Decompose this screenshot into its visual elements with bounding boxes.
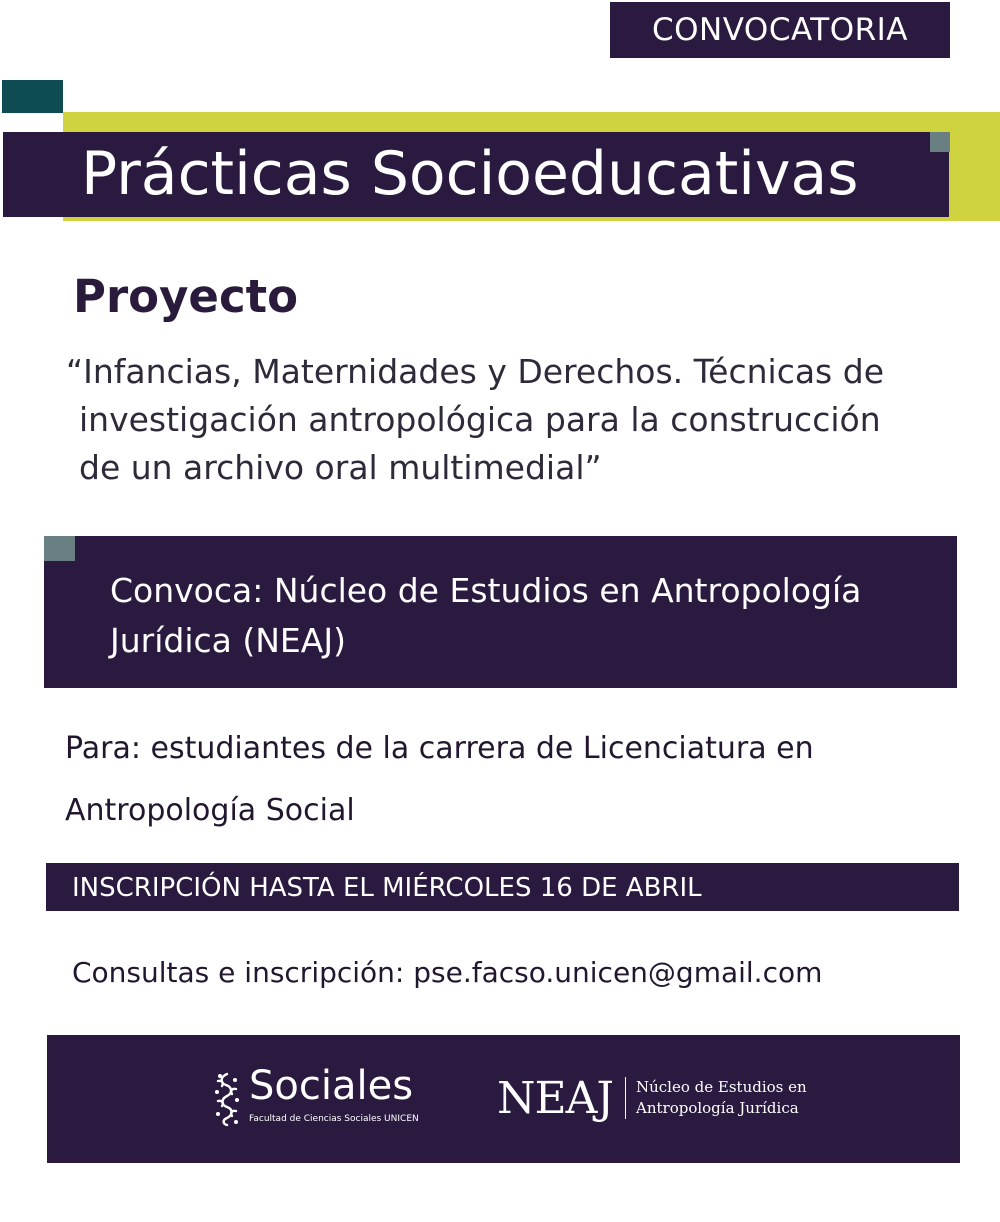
- neaj-subtitle-line: Núcleo de Estudios en: [636, 1078, 807, 1096]
- convoca-line: Jurídica (NEAJ): [110, 621, 346, 660]
- neaj-logo: [497, 1071, 817, 1131]
- convocatoria-label: CONVOCATORIA: [652, 12, 908, 48]
- project-title: [66, 348, 966, 492]
- neaj-logo-subtitle: [636, 1077, 807, 1119]
- deadline-banner: [46, 863, 959, 911]
- project-label: Proyecto: [73, 270, 299, 323]
- deadline-text: INSCRIPCIÓN HASTA EL MIÉRCOLES 16 DE ABRIL: [72, 873, 702, 903]
- neaj-logo-divider: [625, 1077, 626, 1119]
- contact-text: Consultas e inscripción: pse.facso.unicen@gmail.com: [72, 956, 823, 989]
- project-title-line: de un archivo oral multimedial”: [79, 448, 602, 487]
- footer-logos: [47, 1035, 960, 1163]
- convoca-line: Convoca: Núcleo de Estudios en Antropología: [110, 571, 862, 610]
- project-title-line: “Infancias, Maternidades y Derechos. Técnicas de: [66, 352, 884, 391]
- neaj-logo-name: NEAJ: [497, 1073, 614, 1124]
- sociales-logo-subtitle: Facultad de Ciencias Sociales UNICEN: [249, 1114, 419, 1124]
- audience-text: [65, 718, 965, 842]
- sociales-logo: [212, 1063, 422, 1131]
- page-title: Prácticas Socioeducativas: [81, 139, 859, 209]
- title-banner: [3, 132, 949, 217]
- audience-line: Antropología Social: [65, 793, 355, 828]
- sociales-logo-name: Sociales: [249, 1063, 414, 1109]
- grey-accent-square: [930, 132, 950, 152]
- audience-line: Para: estudiantes de la carrera de Licenciatura en: [65, 731, 814, 766]
- teal-accent-square: [2, 80, 63, 113]
- neaj-subtitle-line: Antropología Jurídica: [636, 1099, 799, 1117]
- sociales-emblem-icon: [212, 1071, 242, 1127]
- convoca-box: [44, 536, 957, 688]
- grey-accent-square: [44, 536, 75, 561]
- convocatoria-badge: [610, 2, 950, 58]
- project-title-line: investigación antropológica para la construcción: [79, 400, 881, 439]
